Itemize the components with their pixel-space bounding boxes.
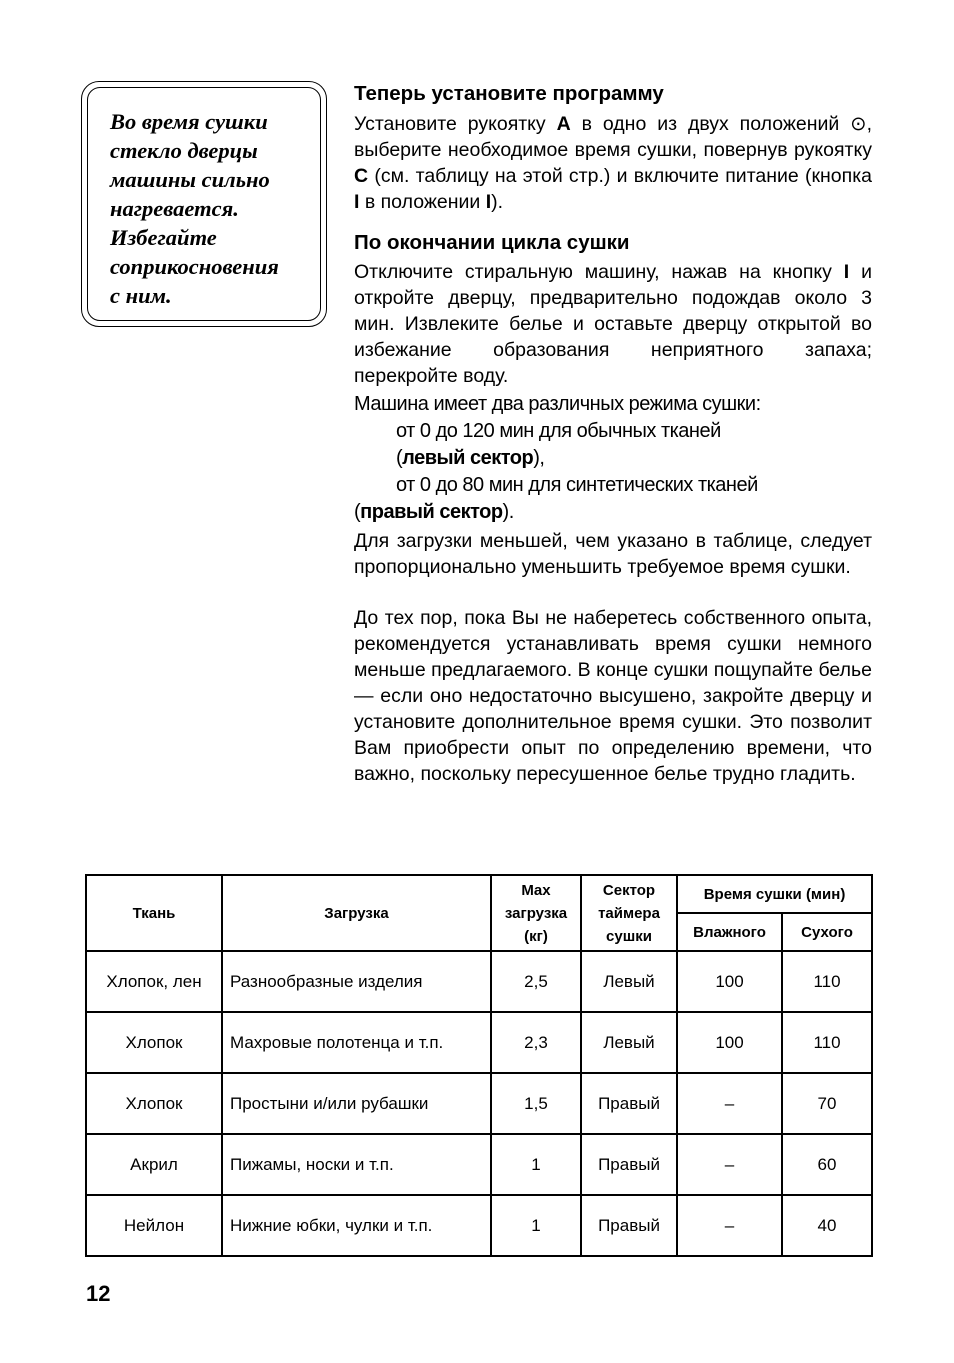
header-max-load: Max загрузка (кг) (491, 875, 581, 951)
header-sector: Сектор таймера сушки (581, 875, 677, 951)
cell-load: Разнообразные изделия (222, 951, 491, 1012)
cell-wet: – (677, 1073, 782, 1134)
table-row (86, 951, 872, 1012)
cell-fabric: Нейлон (86, 1195, 222, 1256)
mode1-sector: (левый сектор), (396, 447, 545, 469)
table-row (86, 1195, 872, 1256)
page-number: 12 (86, 1281, 111, 1306)
program-paragraph: Установите рукоятку A в одно из двух положений ⊙, выберите необходимое время сушки, повернув рукоятку C (см. таблицу на этой стр.) и включите питание (кнопка I в положении I). (354, 113, 872, 213)
cell-max: 1,5 (491, 1073, 581, 1134)
mode2-range: от 0 до 80 мин для синтетических тканей (396, 474, 758, 496)
table-row (86, 1073, 872, 1134)
warning-text: Во время сушки стекло дверцы машины сильно нагревается. Избегайте соприкосновения с ним. (110, 109, 279, 308)
header-wet: Влажного (677, 913, 782, 951)
cell-wet: 100 (677, 951, 782, 1012)
drying-modes-block (354, 391, 872, 526)
header-fabric: Ткань (86, 875, 222, 951)
mode1-range: от 0 до 120 мин для обычных тканей (396, 420, 721, 442)
cell-dry: 70 (782, 1073, 872, 1134)
cell-wet: – (677, 1195, 782, 1256)
cell-load: Махровые полотенца и т.п. (222, 1012, 491, 1073)
header-dry: Сухого (782, 913, 872, 951)
cell-sector: Правый (581, 1073, 677, 1134)
table-row (86, 1134, 872, 1195)
program-heading: Теперь установите программу (354, 82, 664, 105)
cell-dry: 40 (782, 1195, 872, 1256)
cell-fabric: Акрил (86, 1134, 222, 1195)
mode2-sector: (правый сектор). (354, 501, 514, 523)
cell-fabric: Хлопок (86, 1012, 222, 1073)
cell-fabric: Хлопок, лен (86, 951, 222, 1012)
cell-sector: Правый (581, 1134, 677, 1195)
cell-load: Пижамы, носки и т.п. (222, 1134, 491, 1195)
cycle-end-heading: По окончании цикла сушки (354, 231, 630, 254)
warning-box (81, 81, 327, 327)
cell-max: 1 (491, 1134, 581, 1195)
cell-fabric: Хлопок (86, 1073, 222, 1134)
cell-sector: Правый (581, 1195, 677, 1256)
smaller-load-paragraph: Для загрузки меньшей, чем указано в таблице, следует пропорционально уменьшить требуемое время сушки. (354, 530, 872, 578)
experience-paragraph: До тех пор, пока Вы не наберетесь собственного опыта, рекомендуется устанавливать время сушки немного меньше предлагаемого. В конце сушки пощупайте белье — если оно недостаточно высушено, закройте дверцу и установите дополнительное время сушки. Это позволит Вам приобрести опыт по определению времени, что важно, поскольку пересушенное белье трудно гладить. (354, 607, 872, 785)
header-load: Загрузка (222, 875, 491, 951)
cell-dry: 110 (782, 951, 872, 1012)
cell-max: 2,5 (491, 951, 581, 1012)
cell-wet: – (677, 1134, 782, 1195)
table-row (86, 1012, 872, 1073)
cell-wet: 100 (677, 1012, 782, 1073)
knob-c-label: C (354, 165, 369, 187)
cell-dry: 110 (782, 1012, 872, 1073)
cell-max: 1 (491, 1195, 581, 1256)
cell-max: 2,3 (491, 1012, 581, 1073)
cell-load: Простыни и/или рубашки (222, 1073, 491, 1134)
header-drying-time: Время сушки (мин) (677, 875, 872, 913)
cell-sector: Левый (581, 951, 677, 1012)
warning-inner-frame (87, 87, 321, 321)
cycle-end-paragraph: Отключите стиральную машину, нажав на кнопку I и откройте дверцу, предварительно подождав около 3 мин. Извлеките белье и оставьте дверцу открытой во избежание образования неприятного запаха; перекройте воду. (354, 261, 873, 387)
knob-a-label: A (556, 113, 571, 135)
cell-load: Нижние юбки, чулки и т.п. (222, 1195, 491, 1256)
modes-intro: Машина имеет два различных режима сушки: (354, 393, 761, 415)
dry-position-symbol: ⊙ (850, 113, 867, 135)
cell-sector: Левый (581, 1012, 677, 1073)
drying-table (85, 874, 873, 1257)
cell-dry: 60 (782, 1134, 872, 1195)
